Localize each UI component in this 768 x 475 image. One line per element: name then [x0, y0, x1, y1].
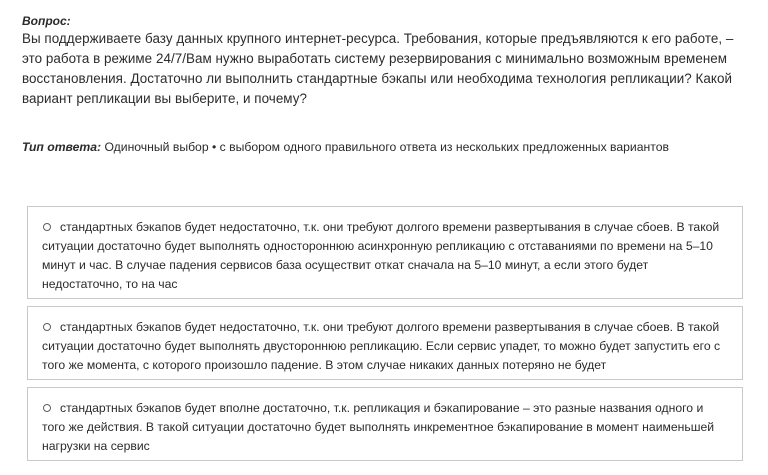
- answer-option-text: стандартных бэкапов будет недостаточно, т.к. они требуют долгого времени развертывания в случае сбоев. В такой ситуации достаточно будет выполнять двустороннюю репликацию. Если сервис упадет, то можно будет запустить его с того же момента, с которого произошло падение. В этом случае никаких данных потеряно не будет: [42, 320, 721, 372]
- answer-option-3[interactable]: [27, 387, 743, 461]
- answer-type-label: Тип ответа:: [22, 140, 102, 154]
- answer-option-2[interactable]: [27, 306, 743, 380]
- answer-option-text: стандартных бэкапов будет вполне достаточно, т.к. репликация и бэкапирование – это разные названия одного и того же действия. В такой ситуации достаточно будет выполнять инкрементное бэкапирование в момент наименьшей нагрузки на сервис: [42, 401, 715, 453]
- radio-button-icon[interactable]: [43, 323, 51, 331]
- answer-options: [27, 206, 743, 461]
- answer-type-value: Одиночный выбор • с выбором одного правильного ответа из нескольких предложенных вариантов: [104, 140, 669, 154]
- question-label: Вопрос:: [22, 14, 71, 28]
- radio-button-icon[interactable]: [43, 223, 51, 231]
- answer-option-1[interactable]: [27, 206, 743, 299]
- radio-button-icon[interactable]: [43, 404, 51, 412]
- answer-type: [22, 139, 746, 155]
- question-text: Вы поддерживаете базу данных крупного интернет-ресурса. Требования, которые предъявляются к его работе, – это работа в режиме 24/7/Вам нужно выработать систему резервирования с минимально возможным временем восстановления. Достаточно ли выполнить стандартные бэкапы или необходима технология репликации? Какой вариант репликации вы выберите, и почему?: [22, 31, 734, 106]
- answer-option-text: стандартных бэкапов будет недостаточно, т.к. они требуют долгого времени развертывания в случае сбоев. В такой ситуации достаточно будет выполнять одностороннюю асинхронную репликацию с отставаниями по времени на 5–10 минут и час. В случае падения сервисов база осуществит откат сначала на 5–10 минут, а если этого будет недостаточно, то на час: [42, 220, 720, 291]
